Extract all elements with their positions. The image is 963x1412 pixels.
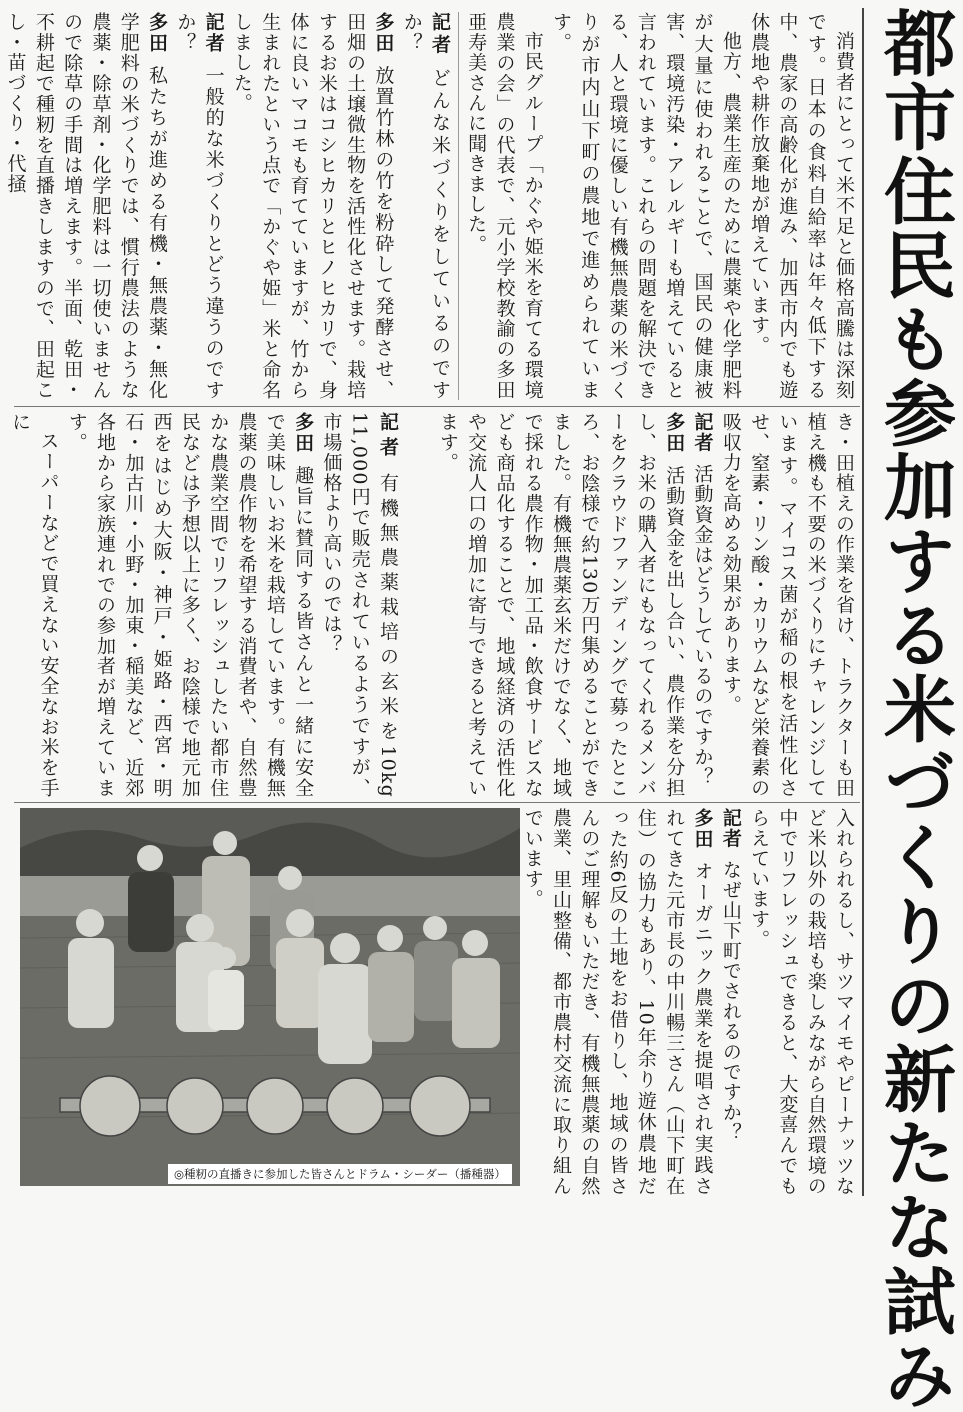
photo-illustration [20, 808, 520, 1186]
interview-turn [688, 412, 716, 798]
article-paragraph: き・田植えの作業を省け、トラクターも田植え機も不要の米づくりにチャレンジしています。マイコス菌が稲の根を活性化させ、窒素・リン酸・カリウムなど栄養素の吸収力を高める効果があります。 [719, 412, 855, 798]
interview-text: 活動資金はどうしているのですか？ [691, 463, 714, 787]
row-divider-2 [14, 802, 860, 803]
article-paragraph: 入れられるし、サツマイモやピーナッツなど米以外の栽培も楽しみながら自然環境の中でリフレッシュできると、大変喜んでもらえています。 [748, 808, 855, 1196]
article-mid-right [406, 412, 858, 798]
article-top-left [4, 12, 454, 401]
headline: 都市住民も参加する米づくりの新たな試み [872, 6, 956, 1412]
speaker-label: 記者 [377, 412, 399, 462]
interview-turn [717, 808, 745, 1196]
interview-text: 有機無農薬栽培の玄米を10kg 11,000円で販売されているようですが、市場価格より高いのでは？ [320, 412, 399, 798]
article-paragraph: スーパーなどで買えない安全なお米を手に [9, 412, 60, 798]
interview-turn [434, 412, 689, 798]
speaker-label: 多田 [691, 808, 714, 850]
interview-turn [1, 12, 171, 400]
interview-text: 放置竹林の竹を粉砕して発酵させ、田畑の土壌微生物を活性化させます。栽培するお米はコシヒカリとヒノヒカリで、身体に良いマコモも育てていますが、竹から生まれたという点で「かぐや姫」米と命名しました。 [230, 12, 395, 400]
article-paragraph: 他方、農業生産のために農薬や化学肥料が大量に使われることで、国民の健康被害、環境汚染・アレルギーも増えていると言われています。これらの問題を解決できる、人と環境に優しい有機無農薬の米づくりが市内山下町の農地で進められています。 [550, 12, 742, 400]
article-top-right [466, 12, 858, 400]
interview-text: 私たちが進める有機・無農薬・無化学肥料の米づくりでは、慣行農法のような農薬・除草剤・化学肥料は一切使いませんので除草の手間は増えます。半面、乾田・不耕起で種籾を直播きしますので、田起こし・苗づくり・代掻 [4, 12, 169, 400]
column-divider [458, 12, 459, 400]
interview-turn [518, 808, 716, 1196]
speaker-label: 記者 [202, 12, 225, 54]
interview-turn [171, 12, 228, 400]
article-mid-left [9, 412, 402, 798]
interview-turn [317, 412, 402, 798]
photo-caption: ◎種籾の直播きに参加した皆さんとドラム・シーダー（播種器） [168, 1164, 512, 1184]
interview-text: オーガニック農業を提唱され実践されてきた元市長の中川暢三さん（山下町在住）の協力もあり、10年余り遊休農地だった約6反の土地をお借りし、地域の皆さんのご理解もいただき、有機無農薬の自然農業、里山整備、都市農村交流に取り組んでいます。 [521, 808, 714, 1196]
speaker-label: 多田 [663, 412, 686, 454]
speaker-label: 記者 [691, 412, 714, 453]
speaker-label: 記者 [429, 12, 451, 57]
article-paragraph: 消費者にとって米不足と価格高騰は深刻です。日本の食料自給率は年々低下する中、農家の高齢化が進み、加西市内でも遊休農地や耕作放棄地が増えています。 [748, 12, 855, 400]
article-paragraph: 市民グループ「かぐや姫米を育てる環境農業の会」の代表で、元小学校教諭の多田亜寿美さんに聞きました。 [465, 12, 544, 400]
headline-divider [862, 8, 864, 1196]
interview-text: 一般的な米づくりとどう違うのですか？ [174, 12, 225, 400]
speaker-label: 多田 [146, 12, 169, 54]
interview-turn [397, 12, 454, 400]
interview-text: 趣旨に賛同する皆さんと一緒に安全で美味しいお米を栽培しています。有機無農薬の農作物を希望する消費者や、自然豊かな農業空間でリフレッシュしたい都市住民などは予想以上に多く、お陰様で地元加西をはじめ大阪・神戸・姫路・西宮・明石・加古川・小野・加東・稲美など、近郊各地から家族連れでの参加者が増えています。 [65, 412, 315, 798]
interview-text: どんな米づくりをしているのですか？ [400, 12, 451, 401]
speaker-label: 多田 [372, 12, 395, 54]
speaker-label: 記者 [719, 808, 742, 849]
row-divider-1 [14, 406, 860, 407]
interview-text: なぜ山下町でされるのですか？ [719, 859, 742, 1143]
article-bottom-right [521, 808, 858, 1196]
interview-turn [62, 412, 317, 798]
interview-text: 活動資金を出し合い、農作業を分担し、お米の購入者にもなってくれるメンバーをクラウドファンディングで募ったところ、お陰様で約130万円集めることができました。有機無農薬玄米だけでなく、地域で採れる農作物・加工品・飲食サービスなども商品化することで、地域経済の活性化や交流人口の増加に寄与できると考えています。 [436, 412, 686, 798]
group-photo [20, 808, 520, 1186]
speaker-label: 多田 [292, 412, 315, 454]
interview-turn [228, 12, 398, 400]
